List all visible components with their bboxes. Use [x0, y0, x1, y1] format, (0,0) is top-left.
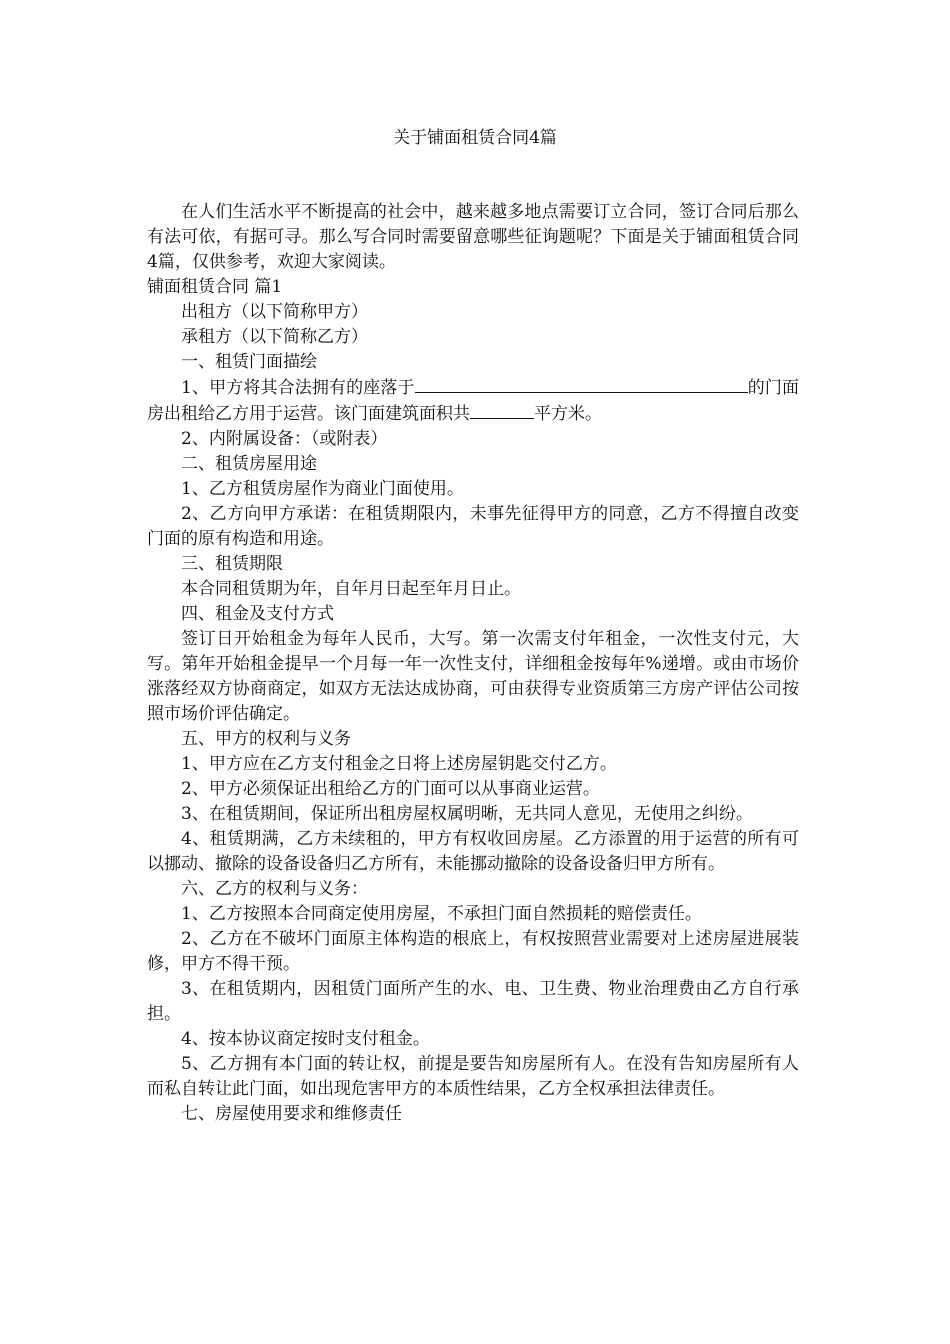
clause-5-2: 2、甲方必须保证出租给乙方的门面可以从事商业运营。 — [181, 779, 600, 799]
clause-7-heading: 七、房屋使用要求和维修责任 — [181, 1104, 402, 1124]
document-body — [147, 200, 799, 1127]
clause-5-3: 3、在租赁期间，保证所出租房屋权属明晰，无共同人意见，无使用之纠纷。 — [181, 804, 753, 824]
clause-1-1-text-c: 平方米。 — [534, 404, 602, 424]
clause-3-heading: 三、租赁期限 — [181, 554, 283, 574]
clause-5-1: 1、甲方应在乙方支付租金之日将上述房屋钥匙交付乙方。 — [181, 754, 617, 774]
clause-1-heading: 一、租赁门面描绘 — [181, 352, 317, 372]
clause-4-heading: 四、租金及支付方式 — [181, 604, 334, 624]
section-heading: 铺面租赁合同 篇1 — [147, 277, 283, 297]
clause-6-3: 3、在租赁期内，因租赁门面所产生的水、电、卫生费、物业治理费由乙方自行承担。 — [147, 979, 799, 1024]
clause-6-2: 2、乙方在不破坏门面原主体构造的根底上，有权按照营业需要对上述房屋进展装修，甲方不得干预。 — [147, 929, 799, 974]
clause-3-1: 本合同租赁期为年，自年月日起至年月日止。 — [181, 579, 521, 599]
clause-1-2: 2、内附属设备：（或附表） — [181, 429, 388, 449]
clause-1-1-text-b: 的门面房出租给乙方用于运营。该门面建筑面积共 — [147, 378, 799, 424]
party-a-line: 出租方（以下简称甲方） — [181, 302, 368, 322]
clause-6-4: 4、按本协议商定按时支付租金。 — [181, 1029, 430, 1049]
document-title: 关于铺面租赁合同4篇 — [393, 128, 557, 148]
clause-6-5: 5、乙方拥有本门面的转让权，前提是要告知房屋所有人。在没有告知房屋所有人而私自转让此门面，如出现危害甲方的本质性结果，乙方全权承担法律责任。 — [147, 1054, 799, 1099]
clause-2-2: 2、乙方向甲方承诺：在租赁期限内，未事先征得甲方的同意，乙方不得擅自改变门面的原有构造和用途。 — [147, 504, 799, 549]
clause-2-heading: 二、租赁房屋用途 — [181, 454, 317, 474]
clause-6-heading: 六、乙方的权利与义务： — [181, 879, 368, 899]
intro-paragraph: 在人们生活水平不断提高的社会中，越来越多地点需要订立合同，签订合同后那么有法可依，有据可寻。那么写合同时需要留意哪些征询题呢？下面是关于铺面租赁合同4篇，仅供参考，欢迎大家阅读。 — [147, 202, 799, 272]
clause-6-1: 1、乙方按照本合同商定使用房屋，不承担门面自然损耗的赔偿责任。 — [181, 904, 702, 924]
clause-4-1: 签订日开始租金为每年人民币，大写。第一次需支付年租金，一次性支付元，大写。第年开始租金提早一个月每一年一次性支付，详细租金按每年%递增。或由市场价涨落经双方协商商定，如双方无法达成协商，可由获得专业资质第三方房产评估公司按照市场价评估确定。 — [147, 629, 799, 724]
address-blank — [415, 375, 748, 393]
clause-5-heading: 五、甲方的权利与义务 — [181, 729, 351, 749]
clause-5-4: 4、租赁期满，乙方未续租的，甲方有权收回房屋。乙方添置的用于运营的所有可以挪动、撤除的设备设备归乙方所有，未能挪动撤除的设备设备归甲方所有。 — [147, 829, 799, 874]
clause-1-1-text-a: 1、甲方将其合法拥有的座落于 — [181, 378, 415, 398]
clause-1-1 — [147, 375, 799, 427]
area-blank — [470, 401, 534, 419]
party-b-line: 承租方（以下简称乙方） — [181, 327, 368, 347]
clause-2-1: 1、乙方租赁房屋作为商业门面使用。 — [181, 479, 464, 499]
